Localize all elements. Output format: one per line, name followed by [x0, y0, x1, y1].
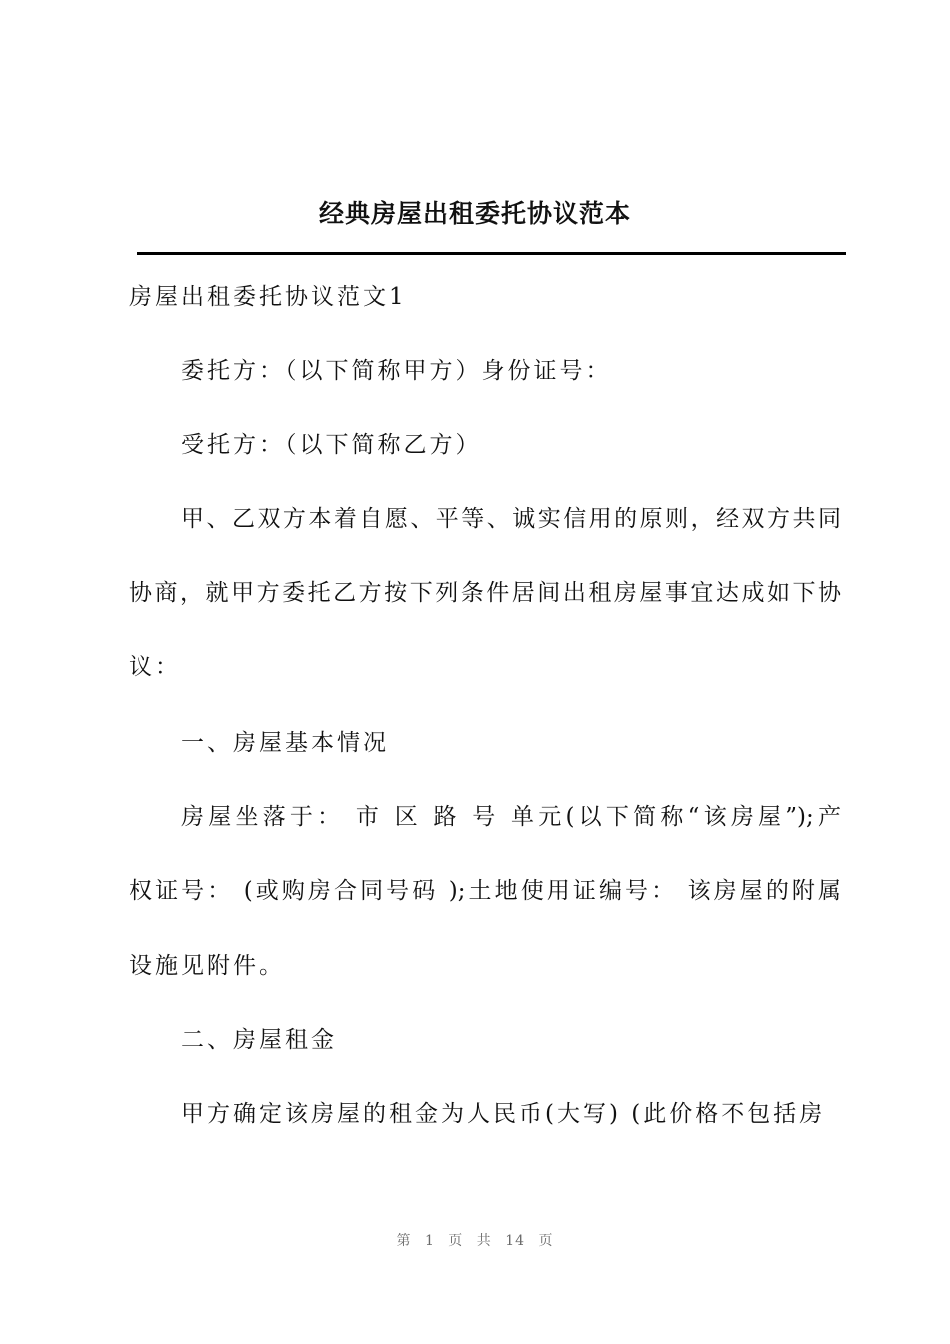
paragraph-line: 房屋坐落于： 市 区 路 号 单元(以下简称“该房屋”);产 [181, 804, 841, 830]
title-underline [137, 252, 846, 255]
paragraph-line: 议： [129, 654, 181, 680]
paragraph-line: 甲、乙双方本着自愿、平等、诚实信用的原则，经双方共同 [181, 506, 841, 532]
paragraph-line: 设施见附件。 [129, 953, 285, 979]
paragraph-line: 协商，就甲方委托乙方按下列条件居间出租房屋事宜达成如下协 [129, 580, 841, 606]
page-number-footer: 第 1 页 共 14 页 [396, 1233, 554, 1249]
paragraph-line: 委托方：（以下简称甲方）身份证号： [181, 358, 612, 384]
paragraph-line: 甲方确定该房屋的租金为人民币(大写) (此价格不包括房 [181, 1101, 826, 1127]
section-heading: 房屋出租委托协议范文1 [129, 284, 407, 310]
paragraph-line: 权证号： (或购房合同号码 );土地使用证编号： 该房屋的附属 [129, 878, 841, 904]
subsection-heading: 二、房屋租金 [181, 1027, 337, 1053]
paragraph-line: 受托方：（以下简称乙方） [181, 432, 482, 458]
document-title: 经典房屋出租委托协议范本 [318, 199, 631, 228]
subsection-heading: 一、房屋基本情况 [181, 730, 389, 756]
